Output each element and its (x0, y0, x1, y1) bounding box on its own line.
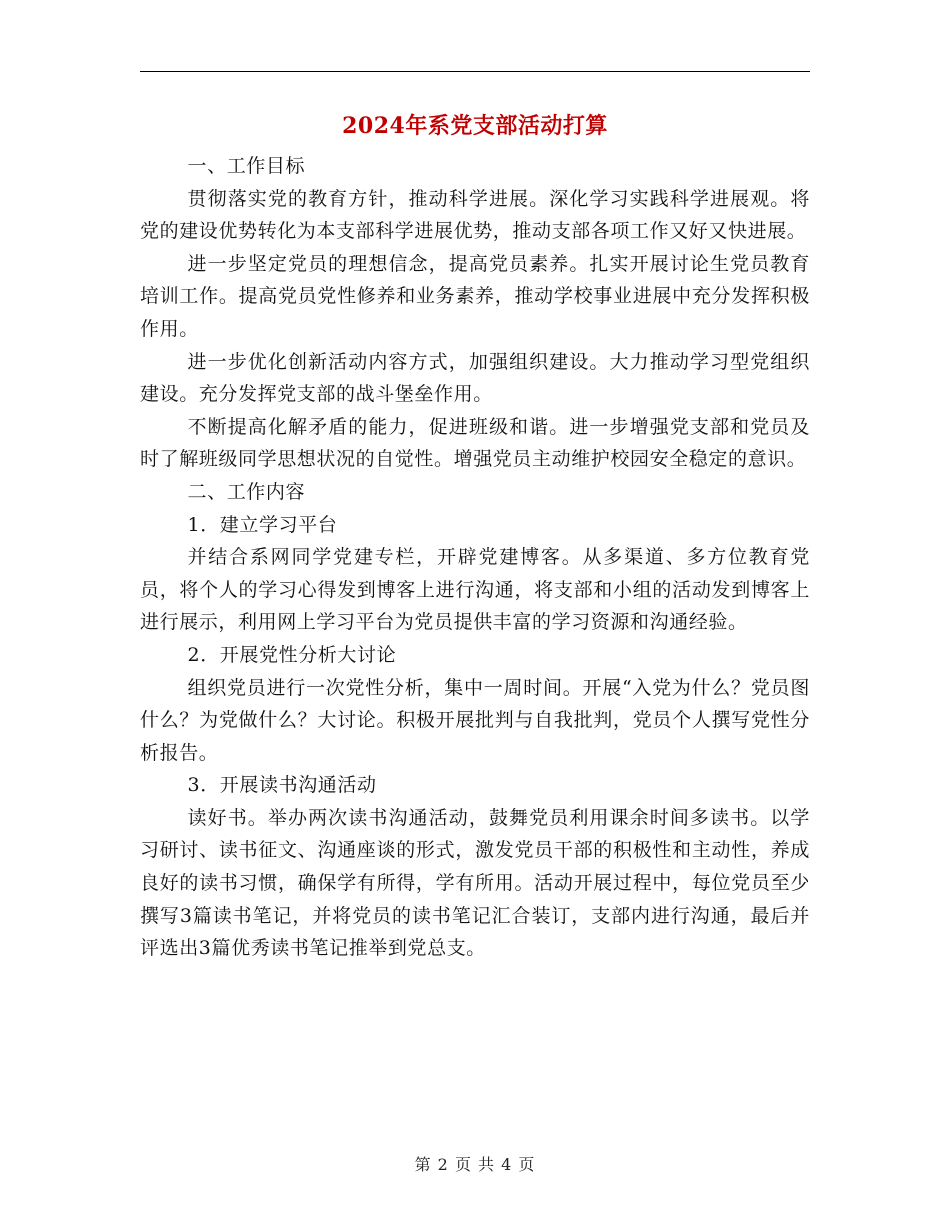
subheading-learning-platform: 1．建立学习平台 (187, 513, 338, 536)
subheading-party-analysis: 2．开展党性分析大讨论 (187, 643, 397, 666)
paragraph: 进一步优化创新活动内容方式，加强组织建设。大力推动学习型党组织建设。充分发挥党支部的战斗堡垒作用。 (140, 350, 810, 406)
paragraph: 组织党员进行一次党性分析，集中一周时间。开展“入党为什么？党员图什么？为党做什么？大讨论。积极开展批判与自我批判，党员个人撰写党性分析报告。 (140, 676, 810, 764)
subheading-reading-activity: 3．开展读书沟通活动 (187, 774, 377, 797)
paragraph: 不断提高化解矛盾的能力，促进班级和谐。进一步增强党支部和党员及时了解班级同学思想状况的自觉性。增强党员主动维护校园安全稳定的意识。 (140, 415, 810, 471)
heading-work-content: 二、工作内容 (187, 480, 306, 503)
header-rule (140, 71, 810, 72)
paragraph: 读好书。举办两次读书沟通活动，鼓舞党员利用课余时间多读书。以学习研讨、读书征文、沟通座谈的形式，激发党员干部的积极性和主动性，养成良好的读书习惯，确保学有所得，学有所用。活动开展过程中，每位党员至少撰写3篇读书笔记，并将党员的读书笔记汇合装订，支部内进行沟通，最后并评选出3篇优秀读书笔记推举到党总支。 (140, 806, 810, 960)
page-number: 第 2 页 共 4 页 (414, 1155, 536, 1174)
document-body (140, 150, 810, 965)
heading-work-goals: 一、工作目标 (187, 155, 306, 177)
paragraph: 贯彻落实党的教育方针，推动科学进展。深化学习实践科学进展观。将党的建设优势转化为本支部科学进展优势，推动支部各项工作又好又快进展。 (140, 187, 810, 243)
paragraph: 并结合系网同学党建专栏，开辟党建博客。从多渠道、多方位教育党员，将个人的学习心得发到博客上进行沟通，将支部和小组的活动发到博客上进行展示，利用网上学习平台为党员提供丰富的学习资源和沟通经验。 (140, 546, 810, 634)
paragraph: 进一步坚定党员的理想信念，提高党员素养。扎实开展讨论生党员教育培训工作。提高党员党性修养和业务素养，推动学校事业进展中充分发挥积极作用。 (140, 252, 810, 340)
document-title: 2024年系党支部活动打算 (342, 113, 608, 139)
